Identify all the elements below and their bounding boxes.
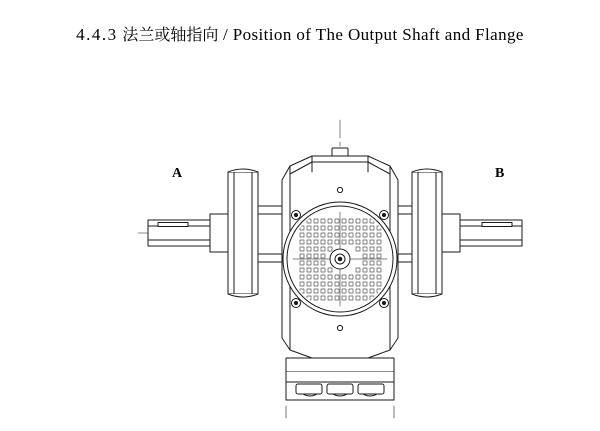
page-title <box>0 22 600 45</box>
left-flange <box>228 169 258 297</box>
left-shaft-step <box>210 214 228 252</box>
right-shaft-step <box>442 214 460 252</box>
label-a: A <box>172 166 183 181</box>
label-b: B <box>495 166 505 181</box>
right-flange <box>412 169 442 297</box>
figure-container <box>0 62 600 431</box>
left-flange-neck <box>258 206 284 262</box>
top-plug <box>332 148 348 156</box>
left-output-shaft <box>148 220 210 246</box>
title-chinese: 法兰或轴指向 <box>122 25 219 44</box>
title-english: Position of The Output Shaft and Flange <box>232 25 524 44</box>
bottom-dimension-ticks <box>286 406 394 418</box>
title-separator: / <box>223 25 229 44</box>
fan-cover-hub <box>330 249 350 269</box>
title-number: 4.4.3 <box>76 25 118 44</box>
housing-base <box>286 358 394 400</box>
right-output-shaft <box>460 220 522 246</box>
reducer-drawing-svg <box>0 62 600 431</box>
